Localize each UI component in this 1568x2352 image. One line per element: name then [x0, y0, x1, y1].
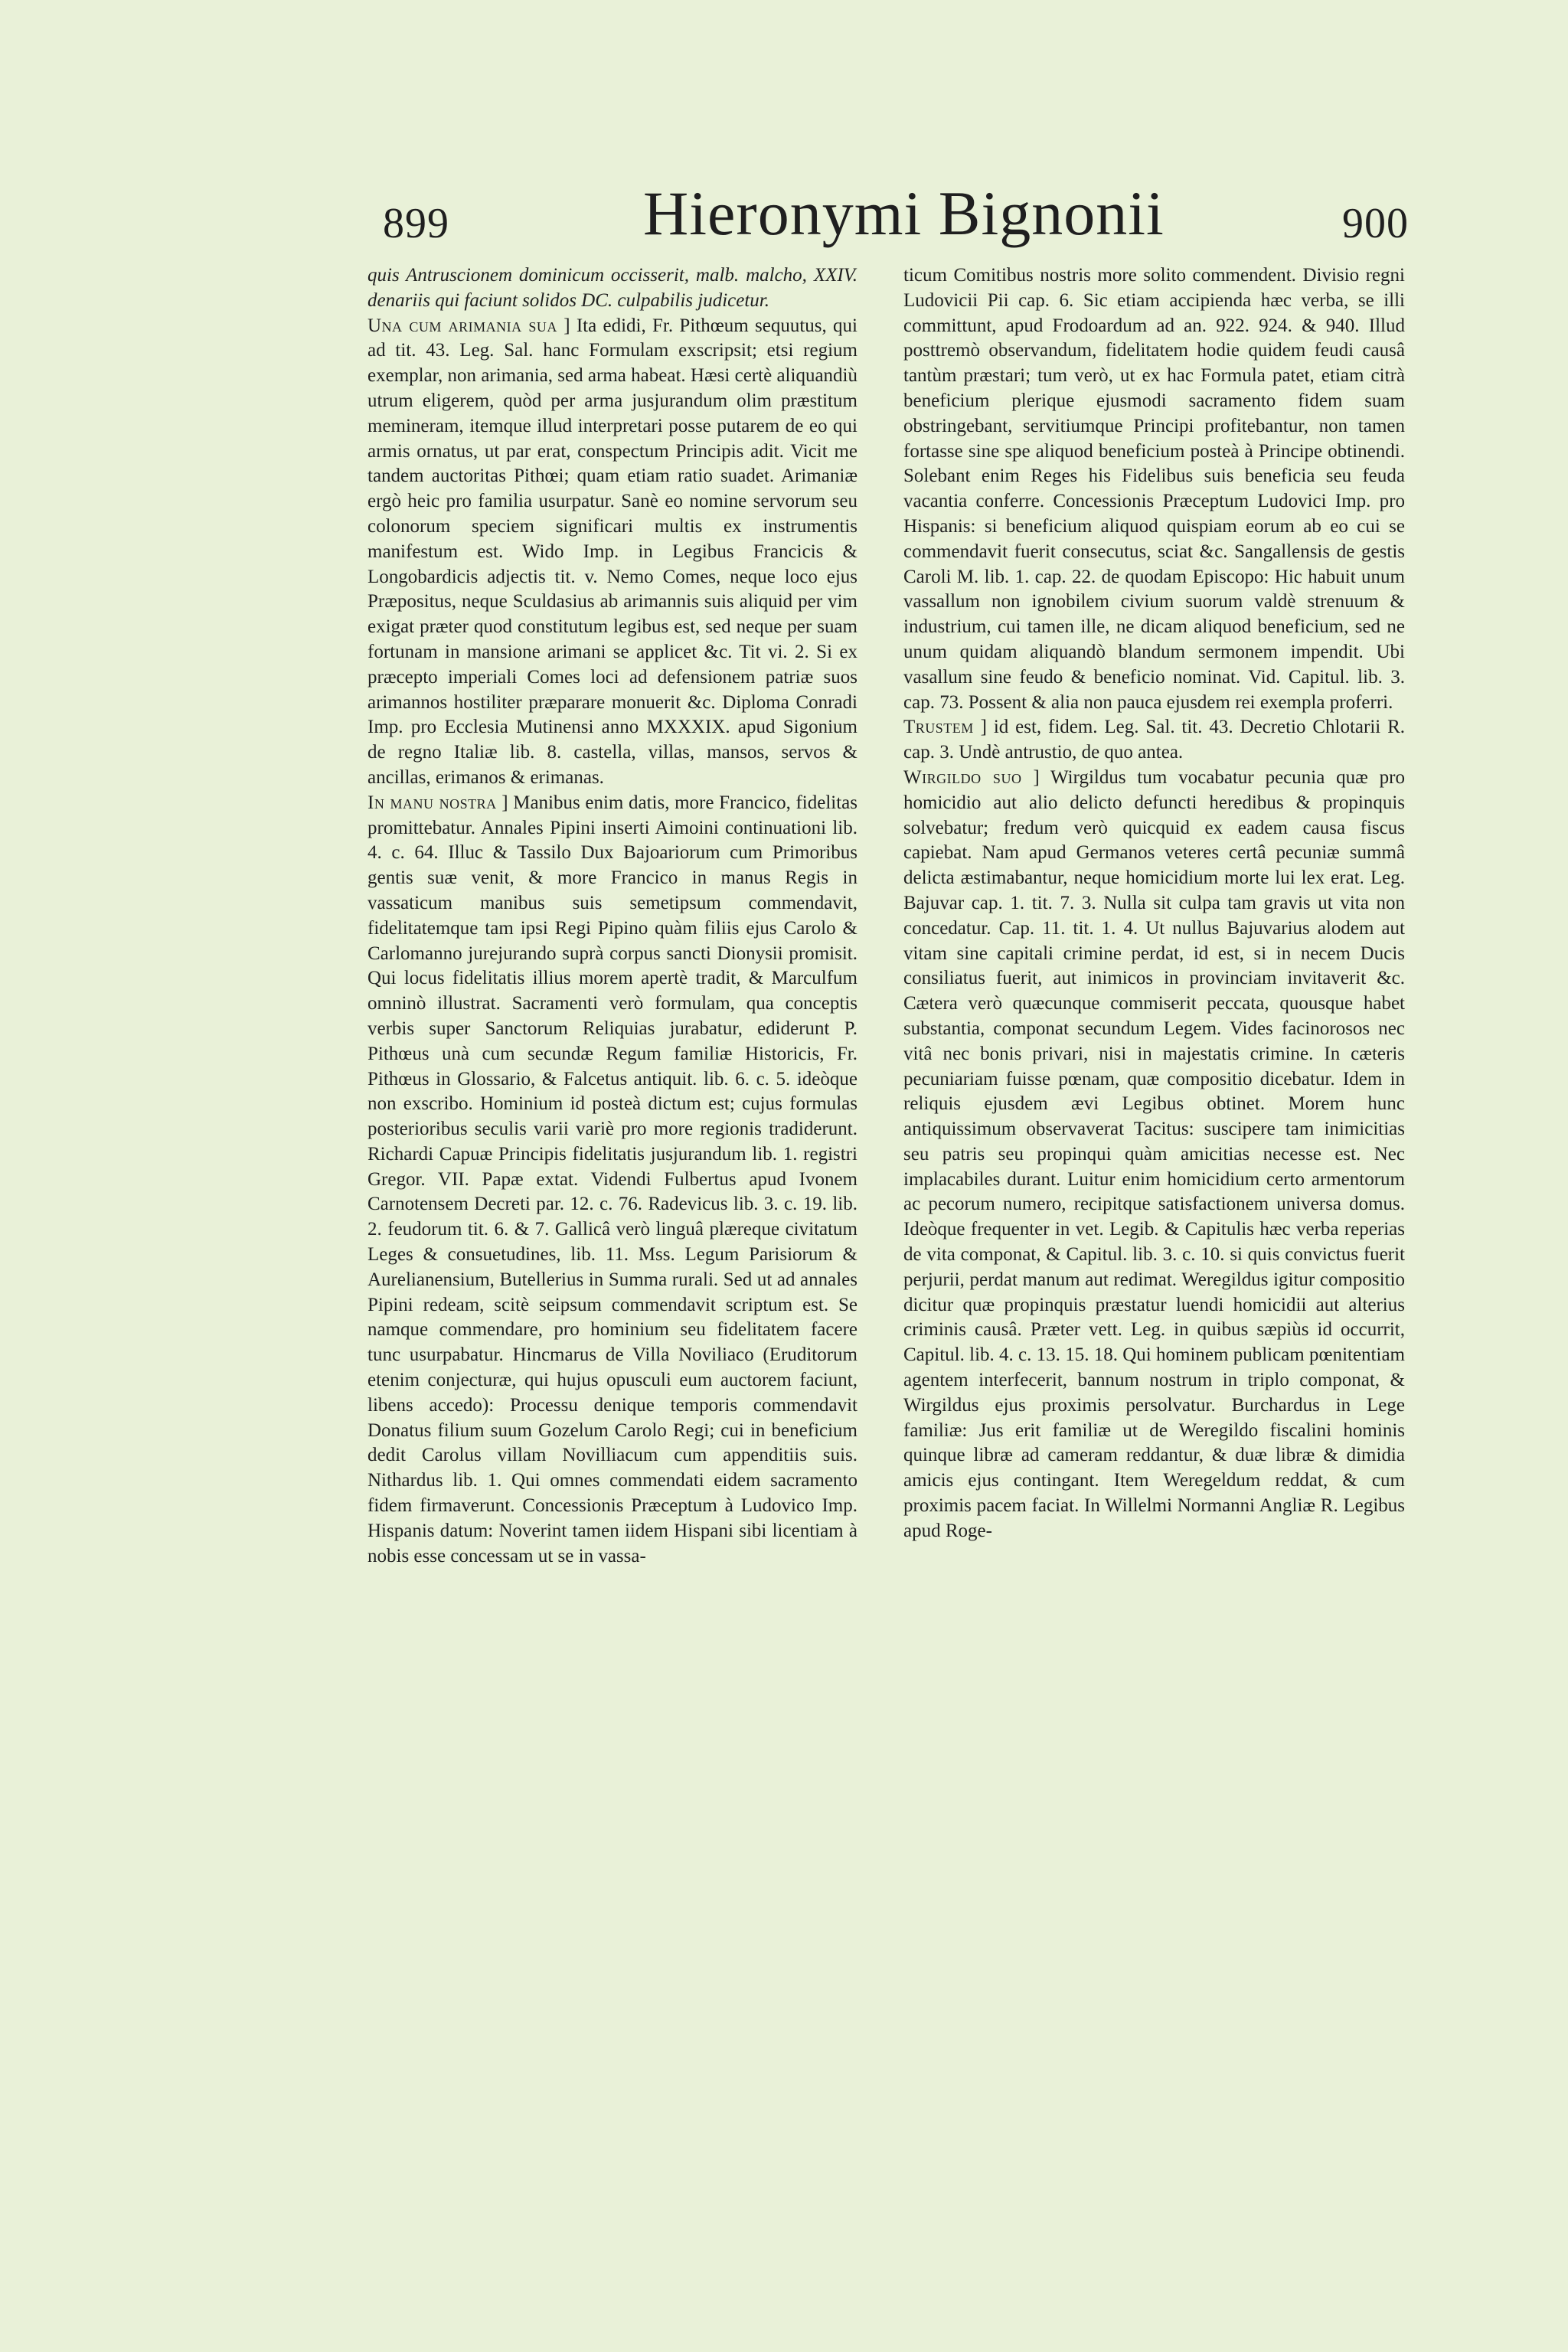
- paragraph-text: ] id est, fidem. Leg. Sal. tit. 43. Decretio Chlotarii R. cap. 3. Undè antrustio, de quo antea.: [903, 717, 1406, 763]
- right-column: [903, 263, 1405, 1544]
- paragraph-text: ] Ita edidi, Fr. Pithœum sequutus, qui ad tit. 43. Leg. Sal. hanc Formulam exscripsit; etsi regium exemplar, non arimania, sed arma habeat. Hæsi certè aliquandiù utrum eligerem, quòd per arma jusjurandum olim præstitum memineram, itemque illud interpretari posse putarem de eo qui armis ornatus, ut par erat, conspectum Principis adit. Vicit me tandem auctoritas Pithœi; quam etiam ratio suadet. Arimaniæ ergò heic pro familia usurpatur. Sanè eo nomine servorum seu colonorum speciem significari multis ex instrumentis manifestum est. Wido Imp. in Legibus Francicis & Longobardicis adjectis tit. v. Nemo Comes, neque loco ejus Præpositus, neque Sculdasius ab arimannis suis aliquid per vim exigat præter quod constitutum legibus est, sed neque per suam fortunam in mansione arimani se applicet &c. Tit vi. 2. Si ex præcepto imperiali Comes loci ad defensionem patriæ suos arimannos hostiliter præparare monuerit &c. Diploma Conradi Imp. pro Ecclesia Mutinensi anno MXXXIX. apud Sigonium de regno Italiæ lib. 8. castella, villas, mansos, servos & ancillas, erimanos & erimanas.: [368, 315, 858, 788]
- paragraph-text: ] Wirgildus tum vocabatur pecunia quæ pro homicidio aut alio delicto defuncti heredibus & propinquis solvebatur; fredum verò quicquid ex eadem causa fiscus capiebat. Nam apud Germanos veteres certâ pecuniæ summâ delicta æstimabantur, neque homicidium morte lui lex erat. Leg. Bajuvar cap. 1. tit. 7. 3. Nulla sit culpa tam gravis ut vita non concedatur. Cap. 11. tit. 1. 4. Ut nullus Bajuvarius alodem aut vitam sine capitali crimine perdat, id est, si in necem Ducis consiliatus fuerit, aut inimicos in provinciam invitaverit &c. Cætera verò quæcunque commiserit peccata, quousque habet substantia, componat secundum Legem. Vides facinorosos nec vitâ nec bonis privari, nisi in majestatis crimine. In cæteris pecuniariam fuisse pœnam, quæ compositio dicebatur. Idem in reliquis ejusdem ævi Legibus obtinet. Morem hunc antiquissimum observaverat Tacitus: suscipere tam inimicitias seu patris seu propinqui quàm amicitias necesse est. Nec implacabiles durant. Luitur enim homicidium certo armentorum ac pecorum numero, recipitque satisfactionem universa domus. Ideòque frequenter in vet. Legib. & Capitulis hæc verba reperias de vita componat, & Capitul. lib. 3. c. 10. si quis convictus fuerit perjurii, perdat manum aut redimat. Weregildus igitur compositio dicitur quæ propinquis præstatur luendi homicidii aut alterius criminis causâ. Præter vett. Leg. in quibus sæpiùs id occurrit, Capitul. lib. 4. c. 13. 15. 18. Qui hominem publicam pœnitentiam agentem interfecerit, bannum nostrum in triplo componat, & Wirgildus ejus proximis persolvatur. Burchardus in Lege familiæ: Jus erit familiæ ut de Weregildo fiscalini hominis quinque libræ ad cameram reddantur, & duæ libræ & dimidia amicis ejus contingant. Item Weregeldum reddat, & cum proximis pacem faciat. In Willelmi Normanni Angliæ R. Legibus apud Roge-: [903, 766, 1406, 1541]
- paragraph: [903, 715, 1405, 766]
- lemma: In manu nostra: [368, 792, 497, 813]
- lemma: Una cum arimania sua: [368, 315, 557, 336]
- page-number-left: 899: [383, 200, 449, 247]
- paragraph-text: quis Antruscionem dominicum occisserit, malb. malcho, XXIV. denariis qui faciunt solidos DC. culpabilis judicetur.: [368, 265, 858, 311]
- paragraph: [368, 263, 858, 314]
- left-column: [368, 263, 858, 1569]
- lemma: Wirgildo suo: [903, 766, 1022, 788]
- page-number-right: 900: [1342, 200, 1409, 247]
- lemma: Trustem: [903, 717, 974, 738]
- paragraph: [903, 263, 1405, 715]
- paragraph-text: ticum Comitibus nostris more solito commendent. Divisio regni Ludovicii Pii cap. 6. Sic etiam accipienda hæc verba, se illi committunt, apud Frodoardum ad an. 922. 924. & 940. Illud posttremò observandum, fidelitatem hodie quidem feudi causâ tantùm præstari; tum verò, ut ex hac Formula patet, etiam citrà beneficium plerique ejusmodi sacramento fidem suam obstringebant, servitiumque Principi profitebantur, non tamen fortasse sine spe aliquod beneficium posteà à Principe obtinendi. Solebant enim Reges his Fidelibus suis beneficia seu feuda vacantia conferre. Concessionis Præceptum Ludovici Imp. pro Hispanis: si beneficium aliquod quispiam eorum ab eo cui se commendavit fuerit consecutus, sciat &c. Sangallensis de gestis Caroli M. lib. 1. cap. 22. de quodam Episcopo: Hic habuit unum vassallum non ignobilem civium suorum valdè strenuum & industrium, cui tamen ille, ne dicam aliquod beneficium, sed ne unum quidam aliquandò blandum sermonem impendit. Ubi vasallum sine feudo & beneficio nominat. Vid. Capitul. lib. 3. cap. 73. Possent & alia non pauca ejusdem rei exempla proferri.: [903, 265, 1405, 713]
- paragraph: [368, 314, 858, 791]
- paragraph: [903, 766, 1405, 1544]
- paragraph: [368, 791, 858, 1570]
- running-title: Hieronymi Bignonii: [643, 178, 1165, 248]
- paragraph-text: ] Manibus enim datis, more Francico, fidelitas promittebatur. Annales Pipini inserti Aimoini continuationi lib. 4. c. 64. Illuc & Tassilo Dux Bajoariorum cum Primoribus gentis suæ venit, & more Francico in manus Regis in vassaticum manibus suis semetipsum commendavit, fidelitatemque tam ipsi Regi Pipino quàm filiis ejus Carolo & Carlomanno jurejurando suprà corpus sancti Dionysii promisit. Qui locus fidelitatis illius morem apertè tradit, & Marculfum omninò illustrat. Sacramenti verò formulam, qua conceptis verbis super Sanctorum Reliquias jurabatur, ediderunt P. Pithœus unà cum secundæ Regum familiæ Historicis, Fr. Pithœus in Glossario, & Falcetus antiquit. lib. 6. c. 5. ideòque non exscribo. Hominium id posteà dictum est; cujus formulas posterioribus seculis varii variè pro more regionis tradiderunt. Richardi Capuæ Principis fidelitatis jusjurandum lib. 1. registri Gregor. VII. Papæ extat. Videndi Fulbertus apud Ivonem Carnotensem Decreti par. 12. c. 76. Radevicus lib. 3. c. 19. lib. 2. feudorum tit. 6. & 7. Gallicâ verò linguâ plæreque civitatum Leges & consuetudines, lib. 11. Mss. Legum Parisiorum & Aurelianensium, Butellerius in Summa rurali. Sed ut ad annales Pipini redeam, scitè seipsum commendavit scriptum est. Se namque commendare, pro hominium seu fidelitatem facere tunc usurpabatur. Hincmarus de Villa Noviliaco (Eruditorum etenim conjecturæ, qui hujus opusculi eum auctorem faciunt, libens accedo): Processu denique temporis commendavit Donatus filium suum Gozelum Carolo Regi; cui in beneficium dedit Carolus villam Novilliacum cum appenditiis suis. Nithardus lib. 1. Qui omnes commendati eidem sacramento fidem firmaverunt. Concessionis Præceptum à Ludovico Imp. Hispanis datum: Noverint tamen iidem Hispani sibi licentiam à nobis esse concessam ut se in vassa-: [368, 792, 858, 1566]
- page-header: [368, 178, 1409, 262]
